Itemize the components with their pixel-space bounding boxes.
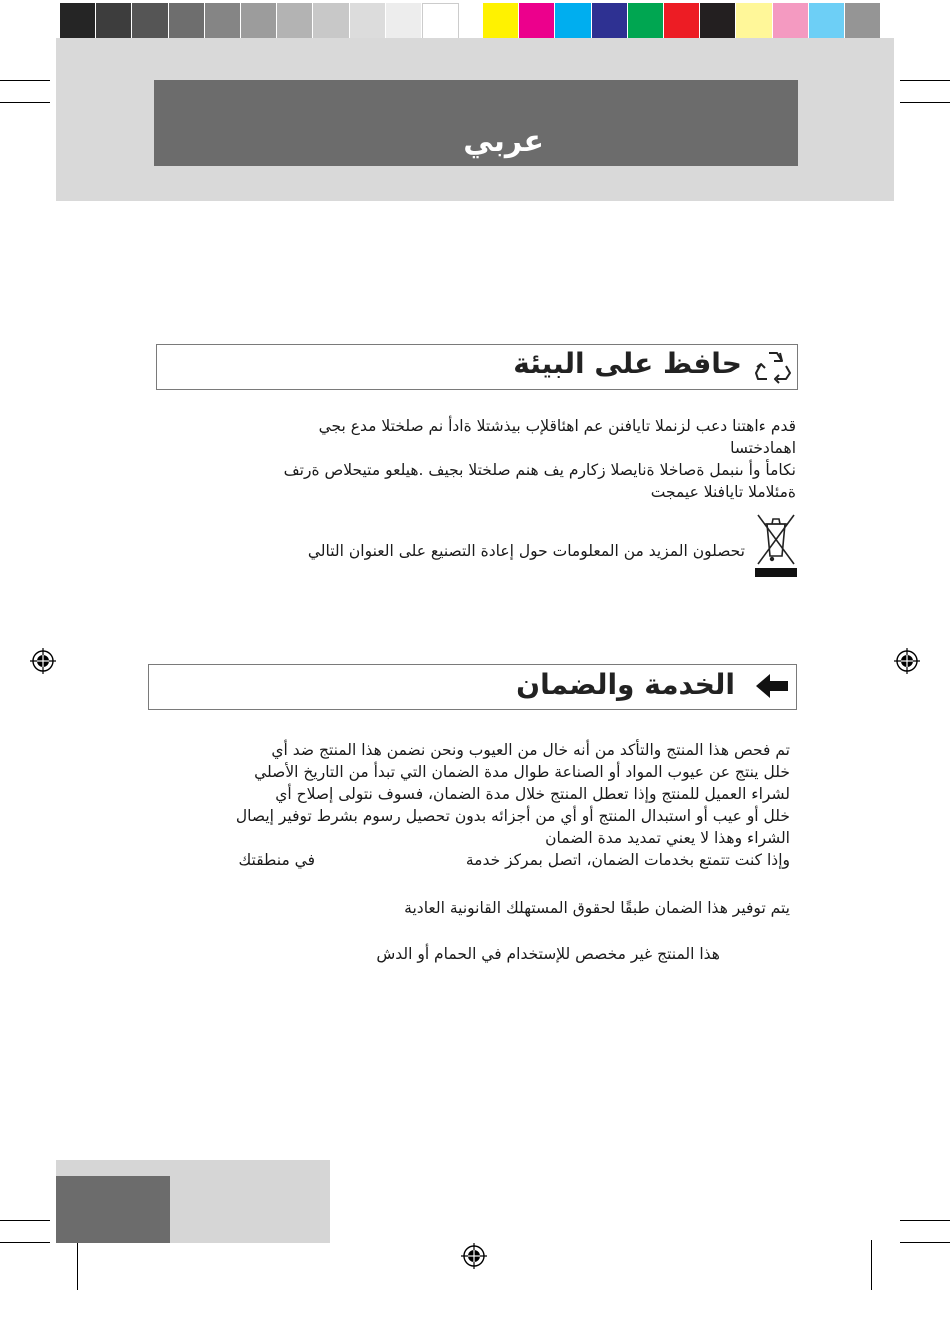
grayscale-swatch xyxy=(241,3,276,38)
grayscale-swatch xyxy=(386,3,421,38)
recycle-icon xyxy=(753,347,793,385)
grayscale-swatch xyxy=(205,3,240,38)
crop-mark xyxy=(77,1240,78,1290)
warranty-title: الخدمة والضمان xyxy=(516,668,735,701)
environment-line-1: قدم ءاهتنا دعب لزنملا تايافنن عم اهئاقلإب بيذشتلا ةادأ نم صلختلا مدع بجي xyxy=(318,417,796,435)
registration-mark-icon xyxy=(461,1243,487,1269)
process-color-swatch xyxy=(628,3,663,38)
process-color-swatch xyxy=(773,3,808,38)
grayscale-swatch xyxy=(422,3,459,40)
crop-mark xyxy=(0,1242,50,1243)
warranty-line-4: خلل أو عيب أو استبدال المنتج أو أي من أجزائه بدون تحصيل رسوم بشرط توفير إيصال xyxy=(235,807,790,825)
crop-mark xyxy=(0,80,50,81)
process-color-swatch xyxy=(483,3,518,38)
environment-line-2: اهمادختسا xyxy=(730,439,796,457)
process-color-swatch xyxy=(555,3,590,38)
grayscale-swatch xyxy=(277,3,312,38)
crop-mark xyxy=(0,102,50,103)
process-color-swatch xyxy=(845,3,880,38)
grayscale-swatch xyxy=(132,3,167,38)
process-color-swatch xyxy=(592,3,627,38)
process-color-swatch xyxy=(809,3,844,38)
consumer-rights-text: يتم توفير هذا الضمان طبقًا لحقوق المستهلك القانونية العادية xyxy=(404,899,790,917)
grayscale-swatch xyxy=(350,3,385,38)
crop-mark xyxy=(900,1242,950,1243)
footer-page-tab xyxy=(56,1176,170,1243)
process-color-swatch xyxy=(519,3,554,38)
arrow-left-icon xyxy=(754,672,790,700)
crop-mark xyxy=(900,80,950,81)
registration-mark-icon xyxy=(30,648,56,674)
grayscale-swatch xyxy=(313,3,348,38)
process-color-swatch xyxy=(736,3,771,38)
warranty-line-5: الشراء وهذا لا يعني تمديد مدة الضمان xyxy=(545,829,790,847)
warranty-line-1: تم فحص هذا المنتج والتأكد من أنه خال من العيوب ونحن نضمن هذا المنتج ضد أي xyxy=(271,741,790,759)
grayscale-swatch xyxy=(169,3,204,38)
service-region-text: في منطقتك xyxy=(238,851,315,869)
service-contact-text: وإذا كنت تتمتع بخدمات الضمان، اتصل بمركز خدمة xyxy=(465,851,790,869)
environment-line-4: ةمئلاملا تايافنلا عيمجت xyxy=(650,483,796,501)
process-color-swatch xyxy=(664,3,699,38)
crop-mark xyxy=(900,1220,950,1221)
crop-mark xyxy=(871,1240,872,1290)
registration-mark-icon xyxy=(894,648,920,674)
crossed-bin-icon xyxy=(755,512,797,578)
grayscale-swatch xyxy=(60,3,95,38)
warranty-line-2: خلل ينتج عن عيوب المواد أو الصناعة طوال مدة الضمان التي تبدأ من التاريخ الأصلي xyxy=(254,763,790,781)
grayscale-swatch xyxy=(96,3,131,38)
environment-title: حافظ على البيئة xyxy=(513,347,742,380)
warranty-line-3: لشراء العميل للمنتج وإذا تعطل المنتج خلال مدة الضمان، فسوف نتولى إصلاح أي xyxy=(275,785,790,803)
bathroom-warning-text: هذا المنتج غير مخصص للإستخدام في الحمام أو الدش xyxy=(376,945,720,963)
language-title: عربي xyxy=(463,124,544,159)
process-color-swatch xyxy=(700,3,735,38)
environment-line-3: نكامأ وأ ىنبمل ةصاخلا ةنايصلا زكارم يف هنم صلختلا بجيف .هيلعو متيحلاص ةرتف xyxy=(283,461,796,479)
crop-mark xyxy=(900,102,950,103)
crop-mark xyxy=(0,1220,50,1221)
weee-info-text: تحصلون المزيد من المعلومات حول إعادة التصنيع على العنوان التالي xyxy=(307,542,745,560)
